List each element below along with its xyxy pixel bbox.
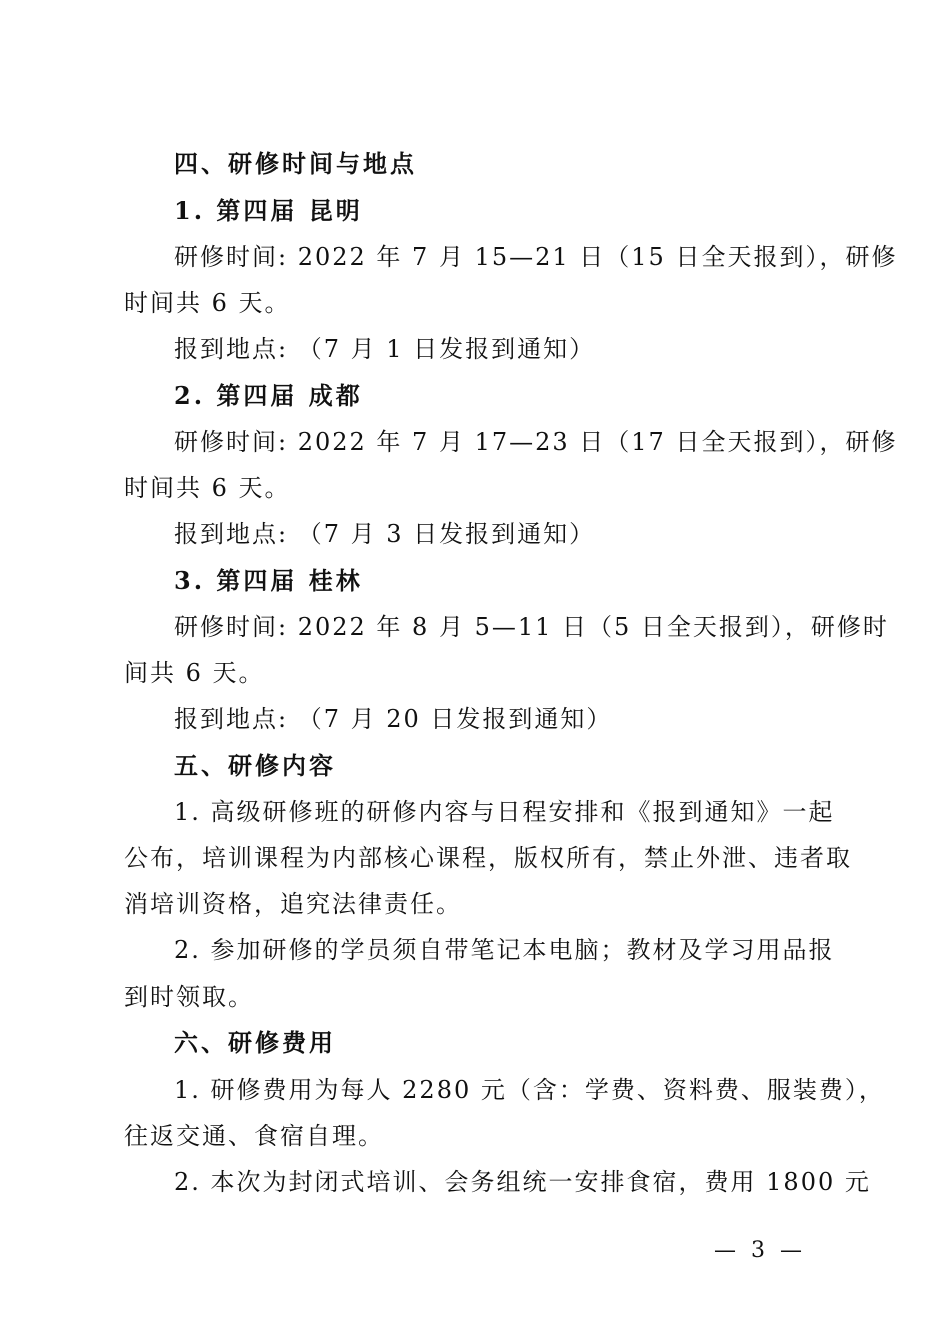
paragraph-line: 时间共 6 天。	[124, 474, 291, 502]
section-heading-content: 五、研修内容	[174, 751, 336, 780]
subheading-guilin: 3. 第四届 桂林	[174, 566, 363, 595]
paragraph-line: 报到地点: （7 月 3 日发报到通知）	[174, 520, 596, 548]
paragraph-line: 报到地点: （7 月 1 日发报到通知）	[174, 335, 596, 363]
paragraph-line: 1. 研修费用为每人 2280 元（含：学费、资料费、服装费），	[174, 1076, 885, 1104]
section-heading-time-location: 四、研修时间与地点	[174, 149, 417, 178]
paragraph-line: 往返交通、食宿自理。	[124, 1122, 384, 1150]
paragraph-line: 时间共 6 天。	[124, 289, 291, 317]
paragraph-line: 研修时间: 2022 年 8 月 5—11 日（5 日全天报到），研修时	[174, 613, 889, 641]
paragraph-line: 研修时间: 2022 年 7 月 15—21 日（15 日全天报到），研修	[174, 243, 898, 271]
section-heading-fees: 六、研修费用	[174, 1028, 336, 1057]
paragraph-line: 消培训资格，追究法律责任。	[124, 890, 462, 918]
paragraph-line: 研修时间: 2022 年 7 月 17—23 日（17 日全天报到），研修	[174, 428, 898, 456]
paragraph-line: 间共 6 天。	[124, 659, 265, 687]
paragraph-line: 到时领取。	[124, 983, 254, 1011]
paragraph-line: 2. 本次为封闭式培训、会务组统一安排食宿，费用 1800 元	[174, 1168, 871, 1196]
paragraph-line: 报到地点: （7 月 20 日发报到通知）	[174, 705, 613, 733]
subheading-chengdu: 2. 第四届 成都	[174, 381, 363, 410]
paragraph-line: 1. 高级研修班的研修内容与日程安排和《报到通知》一起	[174, 798, 835, 826]
subheading-kunming: 1. 第四届 昆明	[174, 196, 363, 225]
page-number: — 3 —	[714, 1238, 806, 1263]
paragraph-line: 2. 参加研修的学员须自带笔记本电脑；教材及学习用品报	[174, 936, 835, 964]
paragraph-line: 公布，培训课程为内部核心课程，版权所有，禁止外泄、违者取	[124, 844, 852, 872]
